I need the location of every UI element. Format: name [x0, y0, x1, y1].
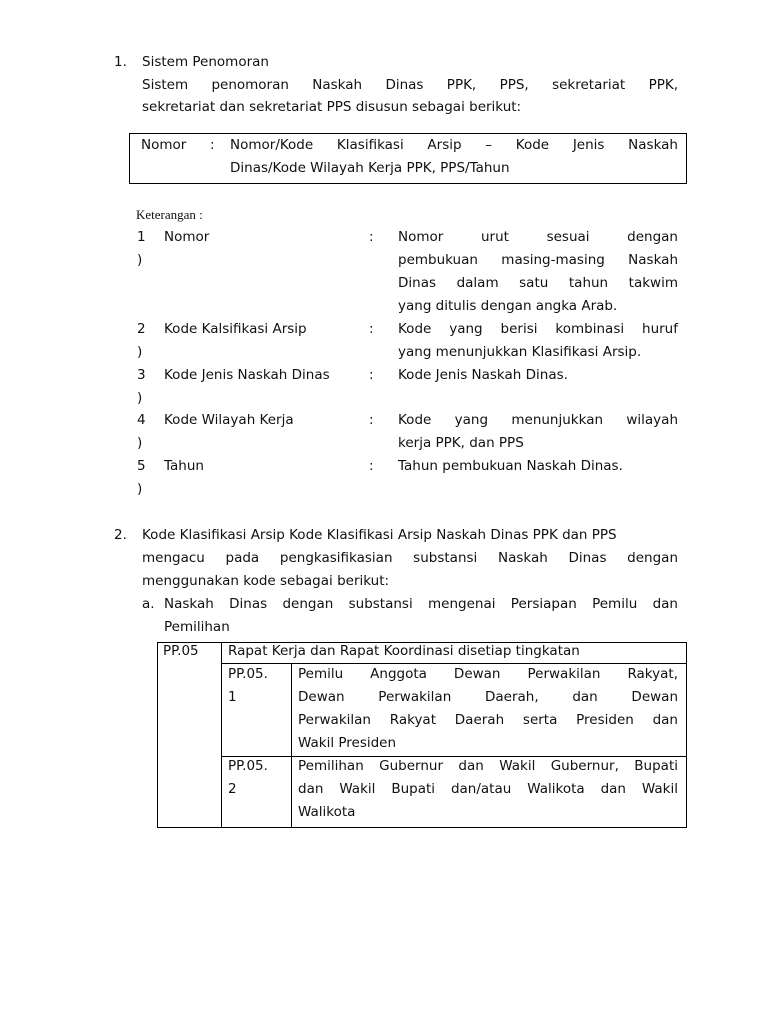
item-desc-line: Nomor urut sesuai dengan — [398, 229, 678, 245]
table-header: Rapat Kerja dan Rapat Koordinasi disetiap tingkatan — [228, 643, 580, 659]
item-term: Kode Jenis Naskah Dinas — [164, 367, 330, 383]
format-box-label: Nomor — [141, 137, 187, 153]
sub-a-line: Pemilihan — [164, 619, 230, 635]
table-desc-line: Perwakilan Rakyat Daerah serta Presiden dan — [298, 712, 678, 728]
section2-line: Kode Klasifikasi Arsip Kode Klasifikasi Arsip Naskah Dinas PPK dan PPS — [142, 527, 617, 543]
section2-line: menggunakan kode sebagai berikut: — [142, 573, 390, 589]
table-subcode: 2 — [228, 781, 237, 797]
item-paren: ) — [137, 481, 143, 497]
item-colon: : — [369, 229, 374, 245]
sub-a-letter: a. — [142, 596, 155, 612]
item-desc-line: yang menunjukkan Klasifikasi Arsip. — [398, 344, 642, 360]
table-desc-line: Pemilu Anggota Dewan Perwakilan Rakyat, — [298, 666, 678, 682]
section1-intro-line: sekretariat dan sekretariat PPS disusun sebagai berikut: — [142, 99, 522, 115]
table-desc-line: dan Wakil Bupati dan/atau Walikota dan Wakil — [298, 781, 678, 797]
item-desc-line: yang ditulis dengan angka Arab. — [398, 298, 618, 314]
table-subcode: PP.05. — [228, 758, 268, 774]
item-paren: ) — [137, 344, 143, 360]
item-paren: ) — [137, 390, 143, 406]
table-divider — [221, 756, 686, 757]
item-colon: : — [369, 458, 374, 474]
item-desc-line: pembukuan masing-masing Naskah — [398, 252, 678, 268]
item-number: 1 — [137, 229, 146, 245]
table-subcode: 1 — [228, 689, 237, 705]
item-term: Nomor — [164, 229, 210, 245]
section2-number: 2. — [114, 527, 127, 543]
section1-title: Sistem Penomoran — [142, 54, 269, 70]
item-desc-line: Kode Jenis Naskah Dinas. — [398, 367, 568, 383]
format-box-line: Dinas/Kode Wilayah Kerja PPK, PPS/Tahun — [230, 160, 510, 176]
item-desc-line: Tahun pembukuan Naskah Dinas. — [398, 458, 623, 474]
section1-number: 1. — [114, 54, 127, 70]
section2-line: mengacu pada pengkasifikasian substansi Naskah Dinas dengan — [142, 550, 678, 566]
table-divider — [291, 663, 292, 827]
table-divider — [221, 642, 222, 827]
item-colon: : — [369, 412, 374, 428]
item-desc-line: Dinas dalam satu tahun takwim — [398, 275, 678, 291]
item-paren: ) — [137, 252, 143, 268]
table-desc-line: Walikota — [298, 804, 356, 820]
item-desc-line: Kode yang menunjukkan wilayah — [398, 412, 678, 428]
table-desc-line: Pemilihan Gubernur dan Wakil Gubernur, Bupati — [298, 758, 678, 774]
item-colon: : — [369, 321, 374, 337]
table-subcode: PP.05. — [228, 666, 268, 682]
table-code: PP.05 — [163, 643, 199, 659]
format-box-colon: : — [210, 137, 215, 153]
item-number: 3 — [137, 367, 146, 383]
item-desc-line: Kode yang berisi kombinasi huruf — [398, 321, 678, 337]
table-desc-line: Wakil Presiden — [298, 735, 397, 751]
item-desc-line: kerja PPK, dan PPS — [398, 435, 524, 451]
item-number: 2 — [137, 321, 146, 337]
section1-intro-line: Sistem penomoran Naskah Dinas PPK, PPS, sekretariat PPK, — [142, 77, 678, 93]
format-box-line: Nomor/Kode Klasifikasi Arsip – Kode Jenis Naskah — [230, 137, 678, 153]
item-number: 5 — [137, 458, 146, 474]
item-paren: ) — [137, 435, 143, 451]
sub-a-line: Naskah Dinas dengan substansi mengenai Persiapan Pemilu dan — [164, 596, 678, 612]
table-desc-line: Dewan Perwakilan Daerah, dan Dewan — [298, 689, 678, 705]
item-number: 4 — [137, 412, 146, 428]
item-term: Kode Kalsifikasi Arsip — [164, 321, 307, 337]
item-colon: : — [369, 367, 374, 383]
item-term: Tahun — [164, 458, 204, 474]
keterangan-label: Keterangan : — [136, 207, 203, 222]
item-term: Kode Wilayah Kerja — [164, 412, 294, 428]
